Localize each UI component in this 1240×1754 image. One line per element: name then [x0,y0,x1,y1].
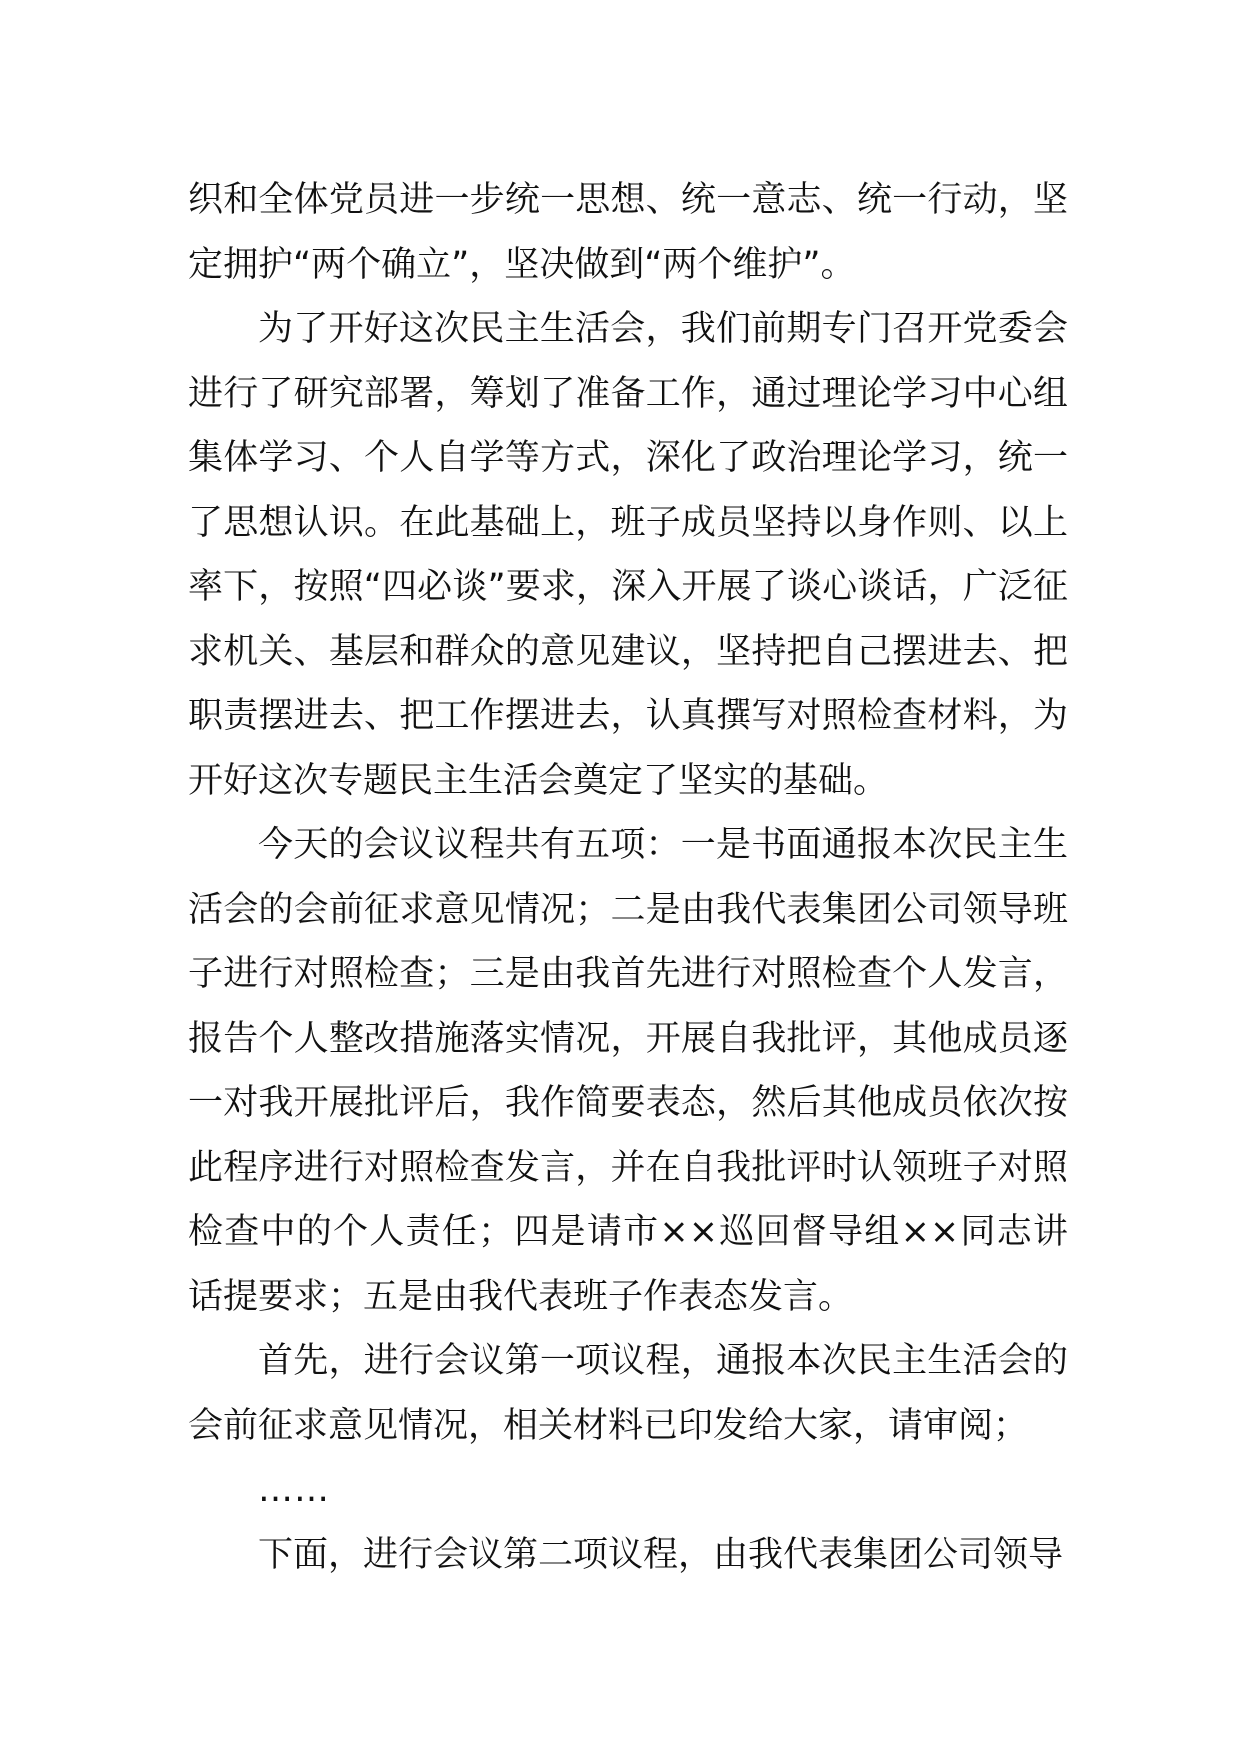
paragraph-ellipsis: …… [258,1470,330,1510]
document-body [188,168,1068,1587]
paragraph-1: 织和全体党员进一步统一思想、统一意志、统一行动，坚定拥护“两个确立”，坚决做到“两个维护”。 [188,180,1068,285]
paragraph-6: 下面，进行会议第二项议程，由我代表集团公司领导 [258,1534,1064,1575]
paragraph-4: 首先，进行会议第一项议程，通报本次民主生活会的会前征求意见情况，相关材料已印发给大家，请审阅； [188,1341,1068,1446]
paragraph-3: 今天的会议议程共有五项：一是书面通报本次民主生活会的会前征求意见情况；二是由我代表集团公司领导班子进行对照检查；三是由我首先进行对照检查个人发言，报告个人整改措施落实情况，开展自我批评，其他成员逐一对我开展批评后，我作简要表态，然后其他成员依次按此程序进行对照检查发言，并在自我批评时认领班子对照检查中的个人责任；四是请市××巡回督导组××同志讲话提要求；五是由我代表班子作表态发言。 [188,825,1068,1317]
paragraph-2: 为了开好这次民主生活会，我们前期专门召开党委会进行了研究部署，筹划了准备工作，通过理论学习中心组集体学习、个人自学等方式，深化了政治理论学习，统一了思想认识。在此基础上，班子成员坚持以身作则、以上率下，按照“四必谈”要求，深入开展了谈心谈话，广泛征求机关、基层和群众的意见建议，坚持把自己摆进去、把职责摆进去、把工作摆进去，认真撰写对照检查材料，为开好这次专题民主生活会奠定了坚实的基础。 [188,309,1068,801]
